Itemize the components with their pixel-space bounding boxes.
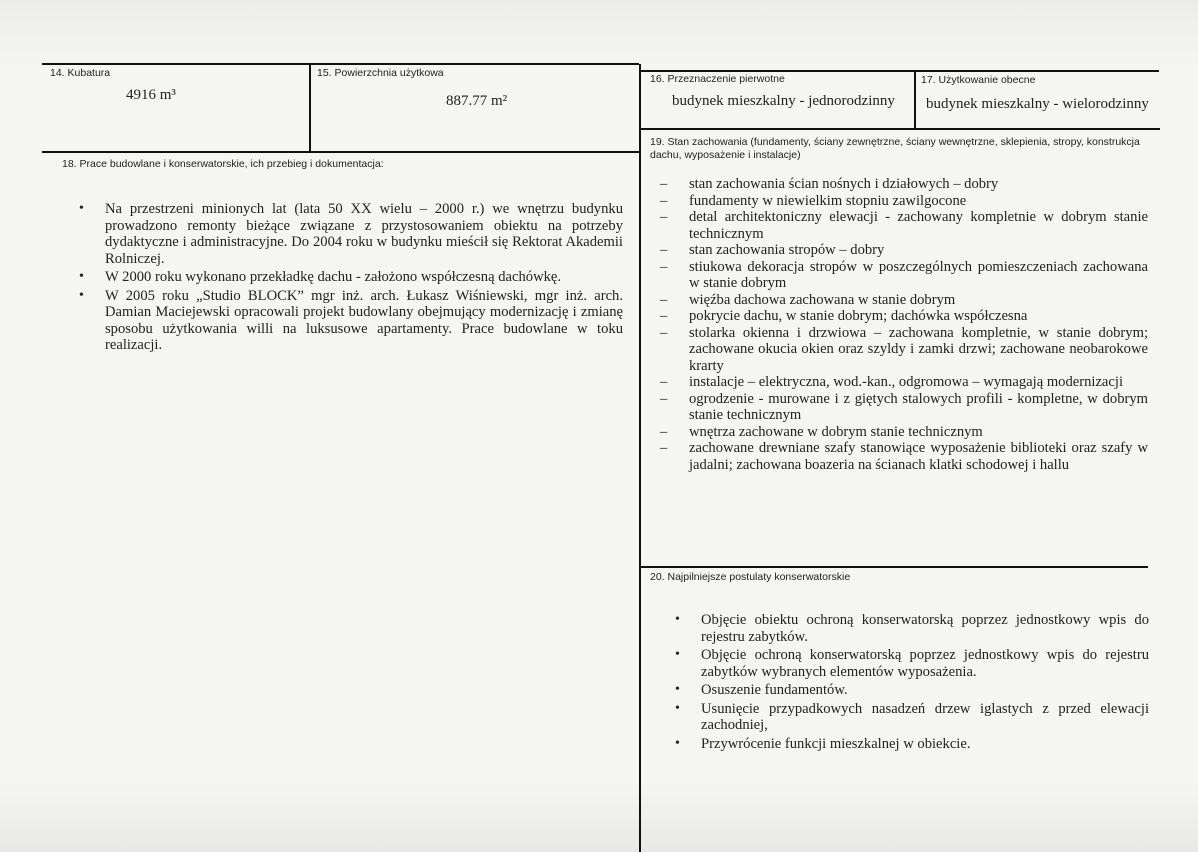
- top-rule-right: [640, 70, 1159, 72]
- box20-list: [673, 612, 1149, 754]
- list-item: • Przywrócenie funkcji mieszkalnej w obiekcie.: [673, 736, 1149, 753]
- list-item: – instalacje – elektryczna, wod.-kan., odgromowa – wymagają modernizacji: [660, 374, 1148, 391]
- box15-label: 15. Powierzchnia użytkowa: [317, 67, 444, 79]
- list-item: • Na przestrzeni minionych lat (lata 50 XX wielu – 2000 r.) we wnętrzu budynku prowadzono remonty bieżące związane z przystosowaniem obiektu na potrzeby dydaktyczne i administracyjne. Do 2004 roku w budynku mieścił się Rektorat Akademii Rolniczej.: [77, 201, 623, 267]
- list-item: • Objęcie ochroną konserwatorską poprzez jednostkowy wpis do rejestru zabytków wybranych elementów wyposażenia.: [673, 647, 1149, 680]
- list-item: • Objęcie obiektu ochroną konserwatorską poprzez jednostkowy wpis do rejestru zabytków.: [673, 612, 1149, 645]
- box16-value: budynek mieszkalny - jednorodzinny: [672, 93, 895, 109]
- list-item: – stan zachowania stropów – dobry: [660, 242, 1148, 259]
- rule-20: [640, 566, 1148, 568]
- divider-16-17: [914, 70, 916, 128]
- box19-list: [660, 176, 1148, 473]
- list-item: – ogrodzenie - murowane i z giętych stalowych profili - kompletne, w dobrym stanie technicznym: [660, 391, 1148, 424]
- list-item: • Usunięcie przypadkowych nasadzeń drzew iglastych z przed elewacji zachodniej,: [673, 701, 1149, 734]
- box14-value: 4916 m³: [126, 87, 176, 103]
- top-rule: [42, 63, 639, 65]
- list-item: • Osuszenie fundamentów.: [673, 682, 1149, 699]
- box17-value: budynek mieszkalny - wielorodzinny: [926, 96, 1149, 112]
- list-item: – pokrycie dachu, w stanie dobrym; dachówka współczesna: [660, 308, 1148, 325]
- list-item: – stolarka okienna i drzwiowa – zachowana kompletnie, w stanie dobrym; zachowane okucia okien oraz szyldy i zamki drzwi; zachowane neobarokowe krarty: [660, 325, 1148, 375]
- box16-label: 16. Przeznaczenie pierwotne: [650, 73, 785, 85]
- box17-label: 17. Użytkowanie obecne: [921, 74, 1036, 86]
- box19-label: 19. Stan zachowania (fundamenty, ściany zewnętrzne, ściany wewnętrzne, sklepienia, stropy, konstrukcja dachu, wyposażenie i instalacje): [650, 136, 1140, 161]
- box20-label: 20. Najpilniejsze postulaty konserwatorskie: [650, 571, 851, 583]
- box15-value: 887.77 m²: [446, 93, 508, 109]
- list-item: – fundamenty w niewielkim stopniu zawilgocone: [660, 193, 1148, 210]
- divider-14-15: [309, 64, 311, 152]
- list-item: • W 2000 roku wykonano przekładkę dachu - założono współczesną dachówkę.: [77, 269, 623, 286]
- center-divider: [639, 64, 641, 852]
- box14-label: 14. Kubatura: [50, 67, 111, 79]
- list-item: • W 2005 roku „Studio BLOCK” mgr inż. arch. Łukasz Wiśniewski, mgr inż. arch. Damian Maciejewski opracowali projekt budowlany obejmujący modernizację i zmianę sposobu użytkowania willi na luksusowe apartamenty. Prace budowlane w toku realizacji.: [77, 288, 623, 354]
- row-rule-left: [42, 151, 639, 153]
- list-item: – więźba dachowa zachowana w stanie dobrym: [660, 292, 1148, 309]
- list-item: – stiukowa dekoracja stropów w poszczególnych pomieszczeniach zachowana w stanie dobrym: [660, 259, 1148, 292]
- box18-list: [77, 201, 623, 356]
- list-item: – zachowane drewniane szafy stanowiące wyposażenie biblioteki oraz szafy w jadalni; zachowana boazeria na ścianach klatki schodowej i hallu: [660, 440, 1148, 473]
- list-item: – stan zachowania ścian nośnych i działowych – dobry: [660, 176, 1148, 193]
- list-item: – detal architektoniczny elewacji - zachowany kompletnie w dobrym stanie technicznym: [660, 209, 1148, 242]
- row-rule-right: [640, 128, 1160, 130]
- box18-label: 18. Prace budowlane i konserwatorskie, ich przebieg i dokumentacja:: [62, 158, 384, 170]
- list-item: – wnętrza zachowane w dobrym stanie technicznym: [660, 424, 1148, 441]
